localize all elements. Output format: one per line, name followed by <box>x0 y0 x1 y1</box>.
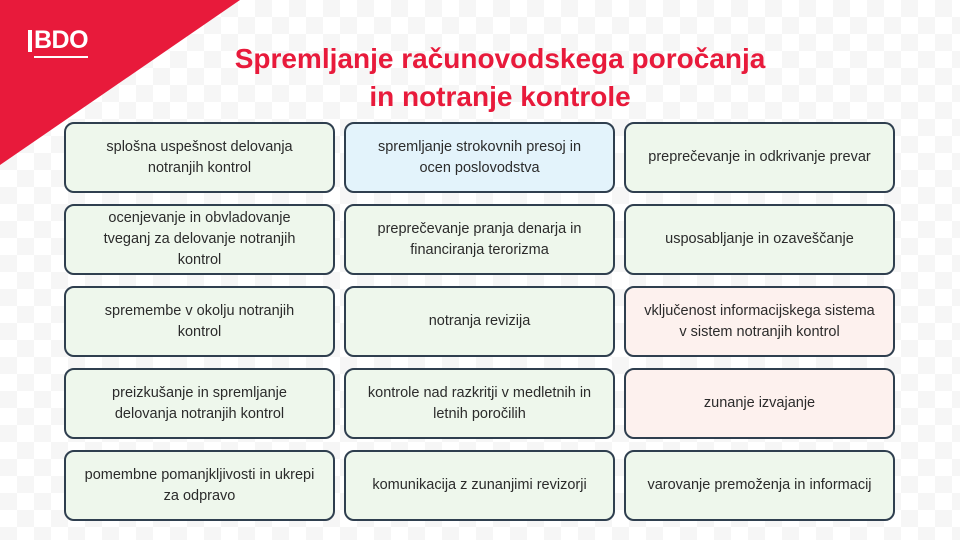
topic-card: ocenjevanje in obvladovanje tveganj za delovanje notranjih kontrol <box>64 204 335 275</box>
topic-card: vključenost informacijskega sistema v sistem notranjih kontrol <box>624 286 895 357</box>
topic-card: usposabljanje in ozaveščanje <box>624 204 895 275</box>
topic-card: varovanje premoženja in informacij <box>624 450 895 521</box>
topic-card: zunanje izvajanje <box>624 368 895 439</box>
topic-grid <box>64 122 895 521</box>
topic-card: notranja revizija <box>344 286 615 357</box>
topic-card: splošna uspešnost delovanja notranjih kontrol <box>64 122 335 193</box>
topic-card: kontrole nad razkritji v medletnih in letnih poročilih <box>344 368 615 439</box>
topic-card: preprečevanje in odkrivanje prevar <box>624 122 895 193</box>
page-title <box>200 40 800 116</box>
title-line-1: Spremljanje računovodskega poročanja <box>234 43 766 74</box>
bdo-logo <box>28 26 88 55</box>
topic-card: spremljanje strokovnih presoj in ocen poslovodstva <box>344 122 615 193</box>
topic-card: spremembe v okolju notranjih kontrol <box>64 286 335 357</box>
topic-card: pomembne pomanjkljivosti in ukrepi za odpravo <box>64 450 335 521</box>
topic-card: preizkušanje in spremljanje delovanja notranjih kontrol <box>64 368 335 439</box>
topic-card: preprečevanje pranja denarja in financiranja terorizma <box>344 204 615 275</box>
logo-bar <box>28 30 32 52</box>
title-line-2: in notranje kontrole <box>369 81 631 112</box>
logo-underline <box>34 56 88 58</box>
topic-card: komunikacija z zunanjimi revizorji <box>344 450 615 521</box>
logo-text: BDO <box>34 26 89 54</box>
